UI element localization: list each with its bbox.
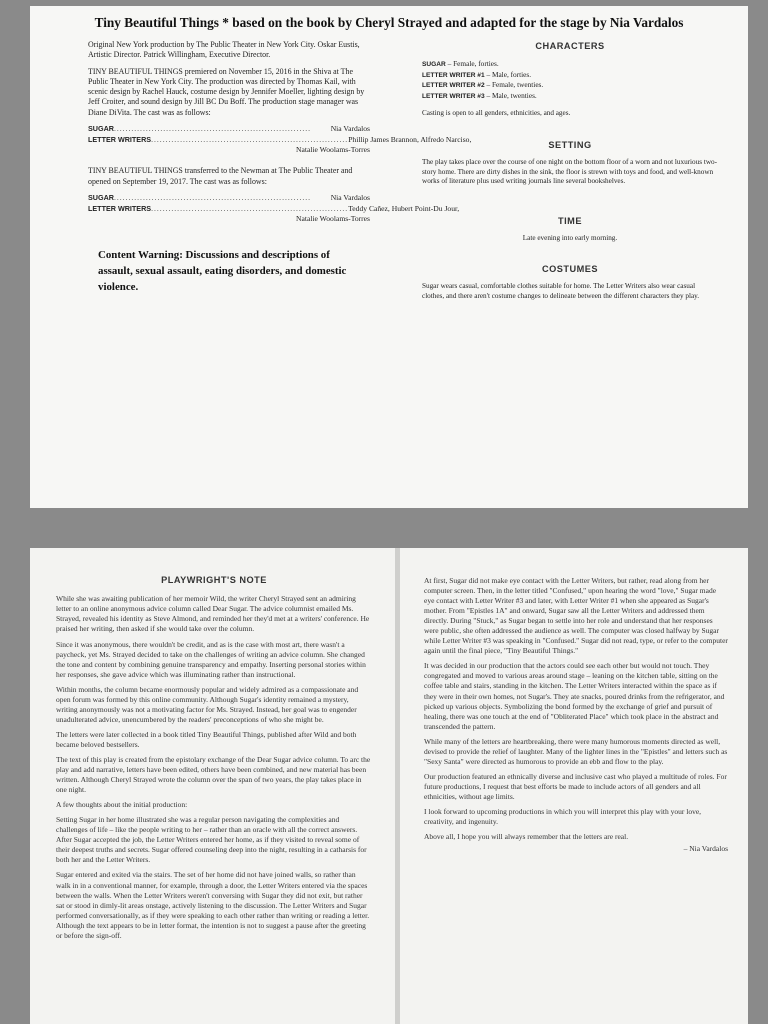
setting-text: The play takes place over the course of one night on the bottom floor of a worn and not luxurious two-story home. There are dirty dishes in the sink, the floor is strewn with toys and food, and well-known works of literature plus used writing journals line several bookshelves. [422, 158, 718, 186]
character-role: LETTER WRITER #1 [422, 71, 485, 79]
time-text: Late evening into early morning. [522, 233, 618, 242]
transfer-cast-list [88, 192, 460, 224]
note-paragraph: I look forward to upcoming productions in which you will interpret this play with your love, creativity, and ingenuity. [424, 806, 702, 827]
cast-actor: Nia Vardalos [330, 192, 370, 202]
note-paragraph: Sugar entered and exited via the stairs. The set of her home did not have joined walls, so rather than walk in in a conventional manner, for example, through a door, the Letter Writers entered via the spaces between the walls. When the Letter Writers weren't conversing with Sugar they did not exit, but rather sat or stood in dimly-lit areas onstage, actively listening to the discussion. The Letter Writers and Sugar performed conversationally, as if they were speaking to each other rather than writing or reading a letter. Although the text appears to be in letter format, the intention is not to suggest a pause after the greeting or before the sign-off. [56, 870, 370, 940]
note-paragraph: At first, Sugar did not make eye contact with the Letter Writers, but rather, read along from her computer screen. Then, in the letter titled "Confused," upon hearing the word "love," Sugar made eye contact with Letter Writer #3 and later, with Letter Writer #1 when she appeared as Sugar's mother. From "Epistles 1A" and onward, Sugar saw all the Letter Writers and addressed them directly. During "Stuck," as Sugar began to settle into her role and understand that her responses were public, she often addressed the audience as well. The computer was closed halfway by Sugar while Letter Writer #3 was speaking in "Confused." Sugar did not read, type, or refer to the computer again until the final piece, "Tiny Beautiful Things." [424, 576, 728, 656]
cast-role: LETTER WRITERS [88, 134, 152, 144]
content-warning: Content Warning: Discussions and descriptions of assault, sexual assault, eating disorders, and domestic violence. [98, 249, 347, 293]
note-paragraph: Our production featured an ethnically diverse and inclusive cast who played a multitude of roles. For future productions, I request that best efforts be made to include actors of all genders and all ethnicities, without age limits. [424, 771, 727, 801]
premiere-paragraph: TINY BEAUTIFUL THINGS premiered on November 15, 2016 in the Shiva at The Public Theater in New York City. The production was directed by Thomas Kail, with scenic design by Rachel Hauck, costume design by Jennifer Moeller, lighting design by Jeff Croiter, and sound design by Jill BC Du Boff. The production stage manager was Diane DiVita. The cast was as follows: [88, 66, 365, 117]
document-title: Tiny Beautiful Things * based on the book by Cheryl Strayed and adapted for the stage by Nia Vardalos [94, 15, 684, 30]
cast-actor-continued: Natalie Woolams-Torres [296, 144, 370, 154]
note-paragraph: It was decided in our production that the actors could see each other but would not touch. They congregated and moved to various areas around stage – leaning on the kitchen table, sitting on the coffee table and stairs, standing in the kitchen. The Letter Writers interacted within the space as if they were in their own homes, not Sugar's. They ate snacks, poured drinks from the refrigerator, and picked up various objects. Symbolizing the bond formed by the exchange of grief and pursuit of healing, there was one touch at the end of "Obliterated Place" which took place in the abstract and transcended the pattern. [424, 661, 725, 731]
cast-role: LETTER WRITERS [88, 203, 152, 213]
character-desc: – Male, twenties. [484, 90, 537, 100]
production-credit: Original New York production by The Public Theater in New York City. Oskar Eustis, Artistic Director. Patrick Willingham, Executive Director. [88, 40, 360, 60]
leader-dots: .................................................................... [151, 134, 349, 144]
casting-note: Casting is open to all genders, ethnicities, and ages. [422, 109, 571, 118]
note-paragraph: The text of this play is created from the epistolary exchange of the Dear Sugar advice column. To arc the play and add narrative, letters have been edited, others have been combined, and new material has been written. Although Cheryl Strayed wrote the column over the span of two years, the play takes place in one night. [56, 754, 371, 795]
time-heading: TIME [558, 215, 582, 226]
play-info-column [422, 40, 718, 307]
top-page [30, 6, 748, 508]
leader-dots: .................................................................... [151, 203, 349, 213]
cast-actor: Nia Vardalos [330, 123, 370, 133]
character-row [422, 70, 718, 81]
playwrights-note-right-column [424, 576, 728, 854]
character-row [422, 80, 718, 91]
playwrights-note-left-column [56, 574, 372, 946]
characters-heading: CHARACTERS [535, 41, 605, 51]
playwrights-note-page-right [400, 548, 748, 1024]
cast-actor: Teddy Cañez, Hubert Point-Du Jour, [348, 203, 460, 213]
setting-heading: SETTING [548, 139, 592, 150]
character-list [422, 59, 718, 101]
cast-row [88, 124, 370, 134]
cast-row [88, 134, 472, 145]
signature: – Nia Vardalos [683, 844, 728, 854]
note-paragraph: Within months, the column became enormously popular and widely admired as a compassionate and open forum was formed by this online community. Although Sugar's identity remained a mystery, writing anonymously was not a motivating factor for Ms. Strayed. Instead, her goal was to engender unadulterated advice, unencumbered by the readers' preconceptions of who she might be. [56, 684, 359, 724]
leader-dots: .................................................................... [113, 123, 312, 133]
cast-actor: Phillip James Brannon, Alfredo Narciso, [348, 134, 472, 144]
note-paragraph: Above all, I hope you will always remember that the letters are real. [424, 832, 629, 842]
note-paragraph: While she was awaiting publication of her memoir Wild, the writer Cheryl Strayed sent an admiring letter to an online anonymous advice column called Dear Sugar. The advice columnist emailed Ms. Strayed, revealed his identity as Steve Almond, and reminded her they'd met at a writers' conference. He praised her writing, then asked if she would take over the column. [56, 594, 370, 634]
character-desc: – Female, forties. [445, 59, 499, 69]
character-role: SUGAR [422, 61, 446, 69]
cast-role: SUGAR [88, 123, 114, 133]
cast-actor-continued: Natalie Woolams-Torres [296, 213, 370, 223]
original-cast-list [88, 123, 472, 155]
note-paragraph: A few thoughts about the initial production: [56, 800, 188, 810]
character-row [422, 59, 718, 70]
character-desc: – Female, twenties. [484, 80, 544, 90]
leader-dots: .................................................................... [113, 192, 312, 202]
character-row [422, 91, 718, 102]
cast-row [88, 193, 370, 203]
transfer-paragraph: TINY BEAUTIFUL THINGS transferred to the Newman at The Public Theater and opened on September 19, 2017. The cast was as follows: [88, 166, 353, 186]
playwrights-note-heading: PLAYWRIGHT'S NOTE [161, 575, 267, 585]
character-role: LETTER WRITER #2 [422, 82, 485, 90]
cast-role: SUGAR [88, 192, 114, 202]
costumes-heading: COSTUMES [541, 264, 599, 275]
note-paragraph: The letters were later collected in a book titled Tiny Beautiful Things, published after Wild and both became beloved bestsellers. [56, 729, 357, 749]
character-desc: – Male, forties. [484, 69, 532, 79]
playwrights-note-page-left [30, 548, 395, 1024]
note-paragraph: Since it was anonymous, there wouldn't be credit, and as is the case with most art, there wasn't a paycheck, yet Ms. Strayed decided to take on the challenges of writing an advice column. She changed the tone and content by combining genuine transparency and empathy. Inserting personal stories within her responses, she gave advice which was illuminating rather than instructional. [56, 639, 366, 679]
character-role: LETTER WRITER #3 [422, 92, 485, 100]
note-paragraph: While many of the letters are heartbreaking, there were many humorous moments directed as well, devised to provide the relief of laughter. Many of the lighter lines in the "Epistles" and letters such as "Sexy Santa" were directed as humorous to provide an ebb and flow to the play. [424, 736, 728, 766]
note-paragraph: Setting Sugar in her home illustrated she was a regular person navigating the complexities and challenges of life – like the people writing to her – rather than an oracle with all the correct answers. After Sugar accepted the job, the Letter Writers entered her home, as if they visited to reveal some of their deepest truths and secrets. Sugar offered counseling deep into the night, resulting in a catharsis for both her and the Letter Writers. [56, 815, 367, 865]
cast-row [88, 203, 460, 214]
costumes-text: Sugar wears casual, comfortable clothes suitable for home. The Letter Writers also wear casual clothes, and there aren't costume changes to delineate between the different characters they play. [422, 282, 700, 300]
